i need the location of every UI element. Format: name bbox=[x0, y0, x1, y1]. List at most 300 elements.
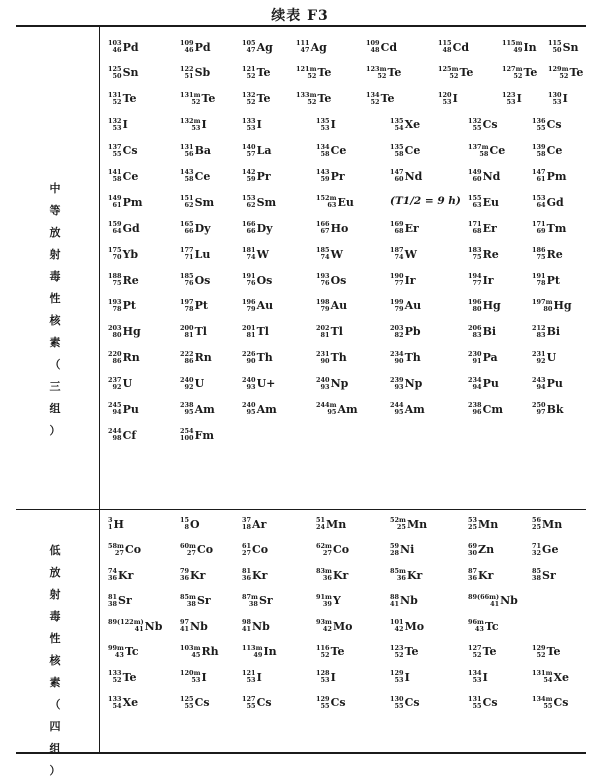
atomic-number: 95 bbox=[246, 408, 256, 417]
mass-number: 191 bbox=[532, 272, 546, 281]
atomic-number: 74 bbox=[246, 253, 256, 262]
atomic-number: 41 bbox=[390, 599, 400, 608]
table-row bbox=[108, 351, 584, 377]
mass-number: 187 bbox=[390, 246, 404, 255]
atomic-number: 55 bbox=[472, 701, 482, 710]
atomic-number: 98 bbox=[112, 434, 122, 443]
nuclide-scripts bbox=[180, 351, 194, 365]
atomic-number: 53 bbox=[191, 123, 201, 132]
element-symbol: Sb bbox=[194, 66, 211, 80]
nuclide-scripts bbox=[532, 247, 546, 261]
atomic-number: 78 bbox=[536, 279, 546, 288]
element-symbol: Nb bbox=[500, 594, 518, 607]
element-symbol: Te bbox=[404, 645, 419, 658]
atomic-number: 53 bbox=[320, 676, 330, 684]
element-symbol: Ba bbox=[194, 144, 212, 158]
nuclide-entry bbox=[532, 696, 568, 710]
atomic-number: 93 bbox=[246, 382, 256, 391]
table-row bbox=[108, 66, 584, 92]
atomic-number: 52 bbox=[246, 71, 256, 80]
nuclide-scripts bbox=[108, 645, 124, 659]
element-symbol: Pu bbox=[122, 402, 139, 416]
atomic-number: 43 bbox=[114, 650, 124, 659]
element-symbol: In bbox=[263, 645, 277, 658]
atomic-number: 25 bbox=[532, 523, 542, 531]
atomic-number: 93 bbox=[320, 382, 330, 391]
mass-number: 125 bbox=[180, 694, 194, 703]
mass-number: 83m bbox=[316, 567, 332, 575]
element-symbol: I bbox=[330, 670, 336, 684]
element-symbol: Sm bbox=[194, 195, 215, 209]
group-label-char: 放 bbox=[49, 566, 61, 579]
table-row bbox=[108, 221, 584, 247]
atomic-number: 90 bbox=[246, 356, 256, 365]
nuclide-entry bbox=[108, 543, 141, 557]
mass-number: 166 bbox=[316, 220, 330, 229]
mass-number: 134 bbox=[366, 90, 380, 99]
nuclide-entry bbox=[532, 517, 562, 531]
element-symbol: I bbox=[256, 118, 262, 132]
mass-number: 142 bbox=[242, 168, 256, 177]
atomic-number: 81 bbox=[320, 330, 330, 339]
table-row bbox=[108, 402, 584, 428]
mass-number: 141 bbox=[108, 168, 122, 177]
atomic-number: 36 bbox=[242, 574, 252, 582]
group-label-char: ） bbox=[49, 424, 61, 437]
group-label-char: 素 bbox=[49, 676, 61, 689]
nuclide-entry bbox=[108, 299, 136, 313]
atomic-number: 52 bbox=[513, 71, 523, 80]
mass-number: 234 bbox=[468, 375, 482, 384]
mass-number: 153 bbox=[532, 194, 546, 203]
atomic-number: 55 bbox=[184, 701, 194, 710]
atomic-number: 79 bbox=[246, 304, 256, 313]
element-symbol: Kr bbox=[478, 568, 494, 582]
element-symbol: Cs bbox=[404, 696, 420, 709]
table-row bbox=[108, 428, 584, 454]
nuclide-entry bbox=[108, 351, 140, 365]
atomic-number: 41 bbox=[490, 599, 500, 608]
nuclide-entry bbox=[180, 594, 211, 608]
nuclide-scripts bbox=[468, 273, 482, 287]
mass-number: 191 bbox=[242, 272, 256, 281]
atomic-number: 52 bbox=[307, 97, 317, 106]
element-symbol: Ce bbox=[489, 144, 506, 158]
mass-number: 56 bbox=[532, 516, 542, 524]
atomic-number: 74 bbox=[320, 253, 330, 262]
nuclide-scripts bbox=[532, 645, 546, 659]
atomic-number: 90 bbox=[320, 356, 330, 365]
nuclide-scripts bbox=[532, 325, 546, 339]
table-row bbox=[108, 273, 584, 299]
note-text: (T1/2 = 9 h) bbox=[390, 195, 461, 208]
nuclide-entry bbox=[390, 169, 422, 183]
mass-number: 88 bbox=[390, 592, 400, 601]
nuclide-entry bbox=[390, 351, 421, 365]
nuclide-entry bbox=[180, 696, 210, 710]
mass-number: 139 bbox=[532, 142, 546, 151]
nuclide-entry bbox=[180, 273, 210, 287]
element-symbol: Ce bbox=[194, 169, 211, 183]
nuclide-scripts bbox=[242, 195, 256, 209]
nuclide-entry bbox=[242, 517, 266, 531]
nuclide-entry bbox=[108, 325, 141, 339]
element-symbol: Hg bbox=[122, 325, 141, 339]
mass-number: 155 bbox=[468, 194, 482, 203]
element-symbol: Pu bbox=[482, 377, 499, 391]
atomic-number: 79 bbox=[394, 304, 404, 313]
mass-number: 60m bbox=[180, 541, 196, 550]
nuclide-scripts bbox=[242, 619, 251, 633]
nuclide-entry bbox=[242, 543, 268, 557]
mass-number: 109 bbox=[180, 39, 194, 47]
atomic-number: 55 bbox=[543, 701, 553, 710]
element-symbol: Bi bbox=[546, 325, 561, 339]
group-label-char: 性 bbox=[49, 632, 61, 645]
nuclide-scripts bbox=[242, 66, 256, 80]
mass-number: 127m bbox=[502, 64, 523, 73]
table-row bbox=[108, 543, 584, 569]
group-label-low-toxicity bbox=[40, 540, 70, 782]
atomic-number: 95 bbox=[184, 408, 194, 417]
table-row bbox=[108, 144, 584, 170]
nuclide-scripts bbox=[180, 543, 196, 557]
atomic-number: 56 bbox=[184, 149, 194, 158]
element-symbol: Te bbox=[317, 92, 332, 106]
nuclide-scripts bbox=[468, 402, 482, 416]
atomic-number: 30 bbox=[468, 548, 478, 557]
nuclide-scripts bbox=[316, 351, 330, 365]
nuclide-entry bbox=[468, 273, 494, 287]
atomic-number: 77 bbox=[472, 279, 482, 288]
atomic-number: 69 bbox=[536, 227, 546, 236]
atomic-number: 68 bbox=[394, 227, 404, 236]
element-symbol: Au bbox=[330, 299, 348, 313]
mass-number: 149 bbox=[108, 194, 122, 203]
atomic-number: 79 bbox=[320, 304, 330, 313]
atomic-number: 64 bbox=[112, 227, 122, 236]
nuclide-entry bbox=[468, 696, 498, 710]
nuclide-scripts bbox=[180, 144, 194, 158]
nuclide-scripts bbox=[180, 299, 194, 313]
nuclide-entry bbox=[366, 92, 395, 106]
table-row bbox=[108, 118, 584, 144]
element-symbol: La bbox=[256, 144, 272, 158]
nuclide-scripts bbox=[390, 247, 404, 261]
nuclide-entry bbox=[180, 144, 211, 158]
nuclide-scripts bbox=[390, 594, 399, 608]
mass-number: 59 bbox=[390, 541, 400, 550]
element-symbol: Am bbox=[256, 402, 277, 416]
atomic-number: 78 bbox=[184, 304, 194, 313]
element-symbol: Np bbox=[404, 377, 423, 391]
element-symbol: W bbox=[256, 247, 269, 261]
nuclide-scripts bbox=[468, 619, 484, 633]
mass-number: 131m bbox=[532, 669, 553, 677]
mass-number: 202 bbox=[316, 323, 330, 332]
element-symbol: Sn bbox=[562, 40, 579, 54]
element-symbol: Pt bbox=[194, 299, 208, 313]
nuclide-entry bbox=[390, 619, 424, 633]
mass-number: 99m bbox=[108, 643, 124, 652]
nuclide-entry bbox=[242, 670, 262, 684]
element-symbol: Rn bbox=[122, 351, 140, 365]
atomic-number: 52 bbox=[536, 650, 546, 659]
nuclide-scripts bbox=[108, 670, 122, 684]
nuclide-entry bbox=[468, 247, 499, 261]
nuclide-scripts bbox=[532, 568, 541, 582]
mass-number: 115 bbox=[438, 39, 452, 47]
nuclide-entry bbox=[502, 66, 537, 80]
atomic-number: 95 bbox=[394, 408, 404, 417]
nuclide-entry bbox=[532, 645, 561, 659]
atomic-number: 38 bbox=[532, 574, 542, 582]
table-row bbox=[108, 325, 584, 351]
nuclide-entry bbox=[180, 568, 205, 582]
nuclide-entry bbox=[242, 402, 277, 416]
element-symbol: Kr bbox=[406, 568, 423, 582]
atomic-number: 100 bbox=[180, 434, 194, 443]
atomic-number: 94 bbox=[472, 382, 482, 391]
atomic-number: 52 bbox=[112, 676, 122, 684]
bottom-rule bbox=[16, 752, 586, 754]
nuclide-entry bbox=[390, 118, 420, 132]
atomic-number: 27 bbox=[322, 548, 332, 557]
mass-number: 244 bbox=[108, 427, 122, 436]
nuclide-entry bbox=[180, 66, 210, 80]
mass-number: 135 bbox=[390, 116, 404, 125]
mass-number: 166 bbox=[242, 220, 256, 229]
element-symbol: Nb bbox=[400, 594, 418, 607]
nuclide-entry bbox=[108, 696, 138, 710]
element-symbol: Pu bbox=[546, 377, 563, 391]
element-symbol: Re bbox=[482, 247, 499, 261]
nuclide-entry bbox=[468, 568, 493, 582]
mass-number: 200 bbox=[180, 323, 194, 332]
mass-number: 199 bbox=[390, 297, 404, 306]
nuclide-scripts bbox=[532, 543, 541, 557]
element-symbol: Sr bbox=[118, 594, 132, 607]
element-symbol: I bbox=[201, 670, 207, 684]
nuclide-scripts bbox=[242, 40, 256, 54]
nuclide-entry bbox=[180, 517, 200, 531]
nuclide-scripts bbox=[316, 670, 330, 684]
mass-number: 143 bbox=[180, 168, 194, 177]
mass-number: 238 bbox=[468, 401, 482, 410]
nuclide-scripts bbox=[242, 144, 256, 158]
mass-number: 159 bbox=[108, 220, 122, 229]
element-symbol: Nb bbox=[144, 619, 163, 633]
nuclide-scripts bbox=[532, 377, 546, 391]
nuclide-scripts bbox=[366, 92, 380, 106]
atomic-number: 41 bbox=[134, 625, 144, 633]
group-label-char: 组 bbox=[49, 742, 61, 755]
atomic-number: 38 bbox=[186, 599, 196, 608]
atomic-number: 81 bbox=[184, 330, 194, 339]
atomic-number: 53 bbox=[320, 123, 330, 132]
mass-number: 185 bbox=[180, 272, 194, 281]
element-symbol: Cd bbox=[380, 40, 398, 54]
element-symbol: Te bbox=[569, 66, 584, 80]
nuclide-scripts bbox=[180, 428, 194, 442]
mass-number: 169 bbox=[390, 220, 404, 229]
nuclide-entry bbox=[468, 670, 488, 684]
nuclide-scripts bbox=[108, 144, 122, 158]
nuclide-entry bbox=[390, 517, 427, 531]
element-symbol: I bbox=[482, 670, 488, 684]
atomic-number: 58 bbox=[184, 175, 194, 184]
mass-number: 222 bbox=[180, 349, 194, 358]
mass-number: 134m bbox=[532, 694, 553, 703]
element-symbol: U bbox=[122, 377, 133, 391]
element-symbol: Ir bbox=[404, 273, 416, 287]
mass-number: 123m bbox=[366, 64, 387, 73]
nuclide-entry bbox=[316, 670, 336, 684]
nuclide-entry bbox=[108, 428, 136, 442]
atomic-number: 52 bbox=[472, 650, 482, 659]
nuclide-entry bbox=[296, 66, 331, 80]
element-symbol: I bbox=[256, 670, 262, 684]
element-symbol: Ni bbox=[400, 543, 415, 556]
mass-number: 188 bbox=[108, 272, 122, 281]
atomic-number: 52 bbox=[377, 71, 387, 80]
nuclide-scripts bbox=[242, 402, 256, 416]
nuclide-entry bbox=[316, 543, 349, 557]
atomic-number: 50 bbox=[112, 71, 122, 80]
mass-number: 74 bbox=[108, 567, 118, 575]
nuclide-entry bbox=[242, 351, 273, 365]
mass-number: 231 bbox=[316, 349, 330, 358]
nuclide-entry bbox=[242, 619, 270, 633]
nuclide-scripts bbox=[316, 118, 330, 132]
nuclide-scripts bbox=[390, 221, 404, 235]
nuclide-scripts bbox=[316, 402, 336, 416]
atomic-number: 78 bbox=[112, 304, 122, 313]
mass-number: 137m bbox=[468, 142, 489, 151]
nuclide-scripts bbox=[316, 517, 325, 531]
element-symbol: Te bbox=[546, 645, 561, 658]
table-row bbox=[108, 619, 584, 645]
nuclide-entry bbox=[316, 351, 347, 365]
atomic-number: 18 bbox=[242, 523, 252, 531]
mass-number: 143 bbox=[316, 168, 330, 177]
atomic-number: 53 bbox=[394, 676, 404, 684]
element-symbol: I bbox=[452, 92, 458, 106]
nuclide-entry bbox=[242, 594, 273, 608]
nuclide-scripts bbox=[468, 696, 482, 710]
atomic-number: 52 bbox=[320, 650, 330, 659]
element-symbol: Os bbox=[256, 273, 273, 287]
mass-number: 103 bbox=[108, 39, 122, 47]
nuclide-entry bbox=[180, 247, 210, 261]
element-symbol: Co bbox=[332, 543, 350, 556]
element-symbol: Te bbox=[122, 92, 137, 106]
element-symbol: Au bbox=[404, 299, 422, 313]
nuclide-entry bbox=[316, 247, 343, 261]
nuclide-entry bbox=[532, 325, 560, 339]
nuclide-entry bbox=[180, 195, 214, 209]
mass-number: 97 bbox=[180, 618, 190, 626]
element-symbol: Te bbox=[201, 92, 216, 106]
nuclide-entry bbox=[180, 645, 219, 659]
nuclide-entry bbox=[532, 299, 572, 313]
nuclide-entry bbox=[108, 377, 132, 391]
mass-number: 98 bbox=[242, 618, 252, 626]
nuclide-entry bbox=[548, 92, 568, 106]
atomic-number: 55 bbox=[394, 701, 404, 710]
nuclide-scripts bbox=[548, 92, 562, 106]
table-row bbox=[108, 645, 584, 671]
atomic-number: 63 bbox=[327, 201, 337, 210]
nuclide-scripts bbox=[296, 40, 310, 54]
nuclide-entry bbox=[468, 594, 518, 608]
nuclide-scripts bbox=[316, 299, 330, 313]
nuclide-scripts bbox=[468, 118, 482, 132]
atomic-number: 36 bbox=[468, 574, 478, 582]
nuclide-scripts bbox=[108, 169, 122, 183]
element-symbol: Th bbox=[404, 351, 421, 365]
element-symbol: Pb bbox=[404, 325, 421, 339]
element-symbol: Th bbox=[330, 351, 347, 365]
nuclide-entry bbox=[108, 273, 139, 287]
atomic-number: 32 bbox=[532, 548, 542, 557]
mass-number: 177 bbox=[180, 246, 194, 255]
element-symbol: Ag bbox=[310, 40, 327, 54]
nuclide-scripts bbox=[180, 696, 194, 710]
mass-number: 135 bbox=[316, 116, 330, 125]
mass-number: 129 bbox=[532, 643, 546, 652]
element-symbol: Nb bbox=[252, 619, 270, 633]
mass-number: 197m bbox=[532, 297, 553, 306]
nuclide-entry bbox=[242, 66, 271, 80]
atomic-number: 53 bbox=[191, 676, 201, 684]
nuclide-grid-group-3 bbox=[108, 40, 584, 454]
atomic-number: 36 bbox=[396, 574, 406, 582]
atomic-number: 80 bbox=[112, 330, 122, 339]
nuclide-entry bbox=[532, 247, 563, 261]
mass-number: 193 bbox=[108, 297, 122, 306]
nuclide-scripts bbox=[180, 568, 189, 582]
atomic-number: 86 bbox=[112, 356, 122, 365]
nuclide-scripts bbox=[532, 273, 546, 287]
mass-number: 3 bbox=[108, 516, 113, 524]
element-symbol: Mn bbox=[478, 517, 499, 531]
nuclide-scripts bbox=[108, 195, 122, 209]
nuclide-entry bbox=[532, 351, 556, 365]
mass-number: 134 bbox=[468, 669, 482, 677]
group-label-char: 组 bbox=[49, 402, 61, 415]
group-label-char: 毒 bbox=[49, 270, 61, 283]
mass-number: 89(122m) bbox=[108, 618, 144, 626]
mass-number: 115 bbox=[548, 39, 562, 47]
nuclide-scripts bbox=[532, 351, 546, 365]
mass-number: 165 bbox=[180, 220, 194, 229]
mass-number: 15 bbox=[180, 516, 190, 524]
atomic-number: 42 bbox=[394, 625, 404, 633]
mass-number: 151 bbox=[180, 194, 194, 203]
atomic-number: 76 bbox=[184, 279, 194, 288]
group-label-char: （ bbox=[49, 358, 61, 371]
nuclide-scripts bbox=[242, 645, 262, 659]
atomic-number: 47 bbox=[300, 46, 310, 54]
mass-number: 196 bbox=[468, 297, 482, 306]
nuclide-scripts bbox=[390, 325, 404, 339]
atomic-number: 27 bbox=[114, 548, 124, 557]
atomic-number: 81 bbox=[246, 330, 256, 339]
mass-number: 113m bbox=[242, 643, 263, 652]
mass-number: 231 bbox=[532, 349, 546, 358]
element-symbol: Cs bbox=[194, 696, 210, 709]
